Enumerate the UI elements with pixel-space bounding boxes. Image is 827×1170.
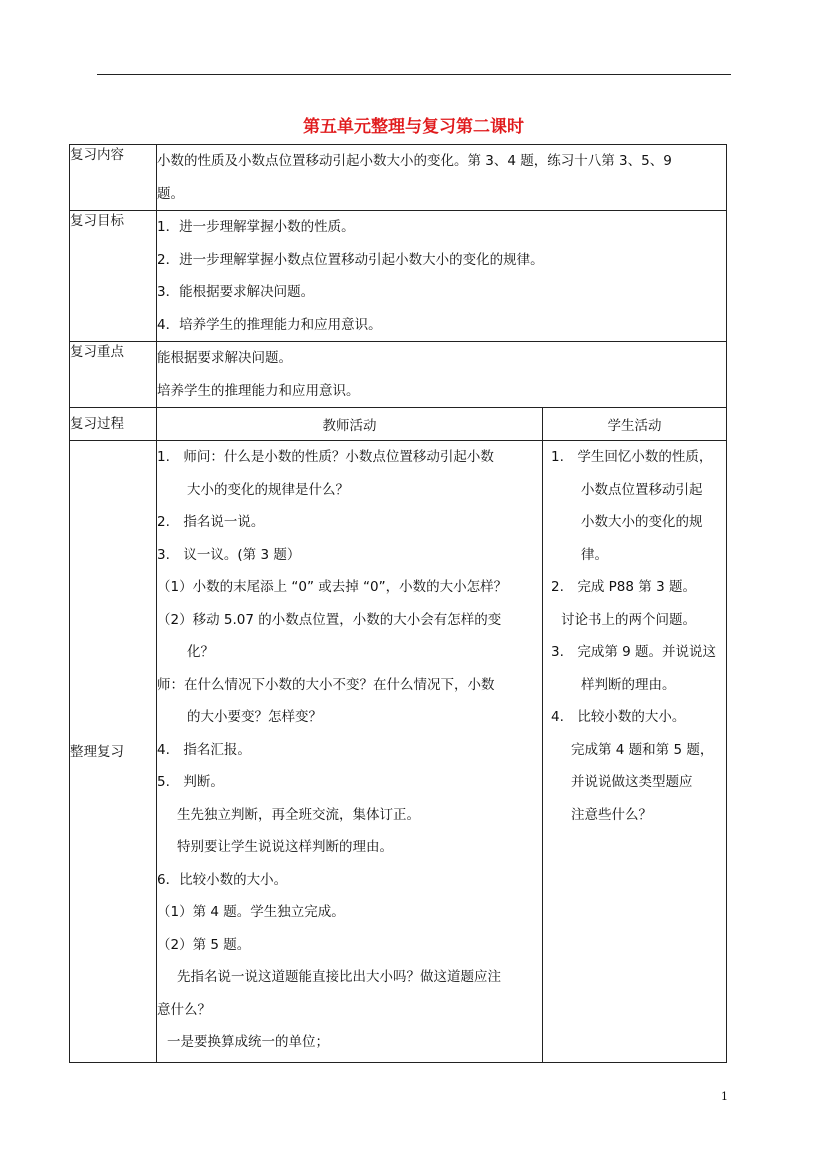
student-line: 律。 <box>581 546 608 563</box>
teacher-line: （2）移动 5.07 的小数点位置，小数的大小会有怎样的变 <box>157 611 502 628</box>
teacher-line: （1）第 4 题。学生独立完成。 <box>157 904 345 920</box>
keypoint-line: 培养学生的推理能力和应用意识。 <box>157 382 360 399</box>
student-line: 完成第 4 题和第 5 题， <box>571 741 714 758</box>
student-line: 讨论书上的两个问题。 <box>561 611 696 628</box>
teacher-line: 先指名说一说这道题能直接比出大小吗？做这道题应注 <box>177 969 501 985</box>
lesson-plan-table <box>69 144 727 1063</box>
label-goals: 复习目标 <box>70 211 157 342</box>
teacher-line: 大小的变化的规律是什么？ <box>187 481 349 498</box>
student-line: 2. 完成 P88 第 3 题。 <box>551 579 696 595</box>
teacher-line: 4. 指名汇报。 <box>157 741 251 758</box>
label-keypoints: 复习重点 <box>70 342 157 408</box>
goal-line: 4．培养学生的推理能力和应用意识。 <box>157 316 382 333</box>
teacher-line: 特别要让学生说说这样判断的理由。 <box>177 839 393 855</box>
teacher-line: 3. 议一议。(第 3 题） <box>157 546 301 563</box>
student-activity-header: 学生活动 <box>543 408 727 441</box>
header-rule <box>97 74 731 75</box>
teacher-line: 的大小要变？怎样变？ <box>187 709 322 725</box>
row-goals <box>70 211 727 342</box>
label-process: 复习过程 <box>70 408 157 441</box>
student-line: 并说说做这类型题应 <box>571 774 693 790</box>
page-title: 第五单元整理与复习第二课时 <box>303 117 524 137</box>
student-line: 4. 比较小数的大小。 <box>551 709 686 725</box>
student-line: 1. 学生回忆小数的性质， <box>551 449 713 465</box>
goal-line: 2．进一步理解掌握小数点位置移动引起小数大小的变化的规律。 <box>157 251 544 268</box>
teacher-line: 师：在什么情况下小数的大小不变？在什么情况下，小数 <box>157 676 495 693</box>
student-line: 小数大小的变化的规 <box>581 514 703 530</box>
content-cell <box>157 145 727 211</box>
teacher-line: （1）小数的末尾添上 “0” 或去掉 “0”，小数的大小怎样？ <box>157 579 508 595</box>
teacher-activity-cell <box>157 441 543 1063</box>
goals-cell <box>157 211 727 342</box>
student-line: 注意些什么？ <box>571 806 652 823</box>
student-line: 样判断的理由。 <box>581 676 676 693</box>
row-review <box>70 441 727 1063</box>
content-line: 题。 <box>157 185 184 202</box>
keypoints-cell <box>157 342 727 408</box>
teacher-line: 一是要换算成统一的单位； <box>167 1034 329 1050</box>
teacher-line: 意什么？ <box>157 1001 211 1018</box>
student-line: 3. 完成第 9 题。并说说这 <box>551 644 717 660</box>
teacher-line: 生先独立判断，再全班交流，集体订正。 <box>177 806 420 823</box>
row-process-header <box>70 408 727 441</box>
student-activity-cell <box>543 441 727 1063</box>
student-line: 小数点位置移动引起 <box>581 481 703 498</box>
label-content: 复习内容 <box>70 145 157 211</box>
row-keypoints <box>70 342 727 408</box>
teacher-line: 5. 判断。 <box>157 774 224 790</box>
content-line: 小数的性质及小数点位置移动引起小数大小的变化。第 3、4 题，练习十八第 3、5、9 <box>157 153 672 169</box>
keypoint-line: 能根据要求解决问题。 <box>157 350 292 366</box>
page-number: 1 <box>721 1090 728 1103</box>
teacher-line: 1. 师问：什么是小数的性质？小数点位置移动引起小数 <box>157 449 494 465</box>
teacher-activity-header: 教师活动 <box>157 408 543 441</box>
row-content <box>70 145 727 211</box>
teacher-line: 2. 指名说一说。 <box>157 514 265 530</box>
teacher-line: 6．比较小数的大小。 <box>157 871 288 888</box>
goal-line: 1．进一步理解掌握小数的性质。 <box>157 219 355 235</box>
teacher-line: （2）第 5 题。 <box>157 936 251 953</box>
goal-line: 3．能根据要求解决问题。 <box>157 284 315 300</box>
teacher-line: 化？ <box>187 644 214 660</box>
label-review: 整理复习 <box>70 441 157 1063</box>
